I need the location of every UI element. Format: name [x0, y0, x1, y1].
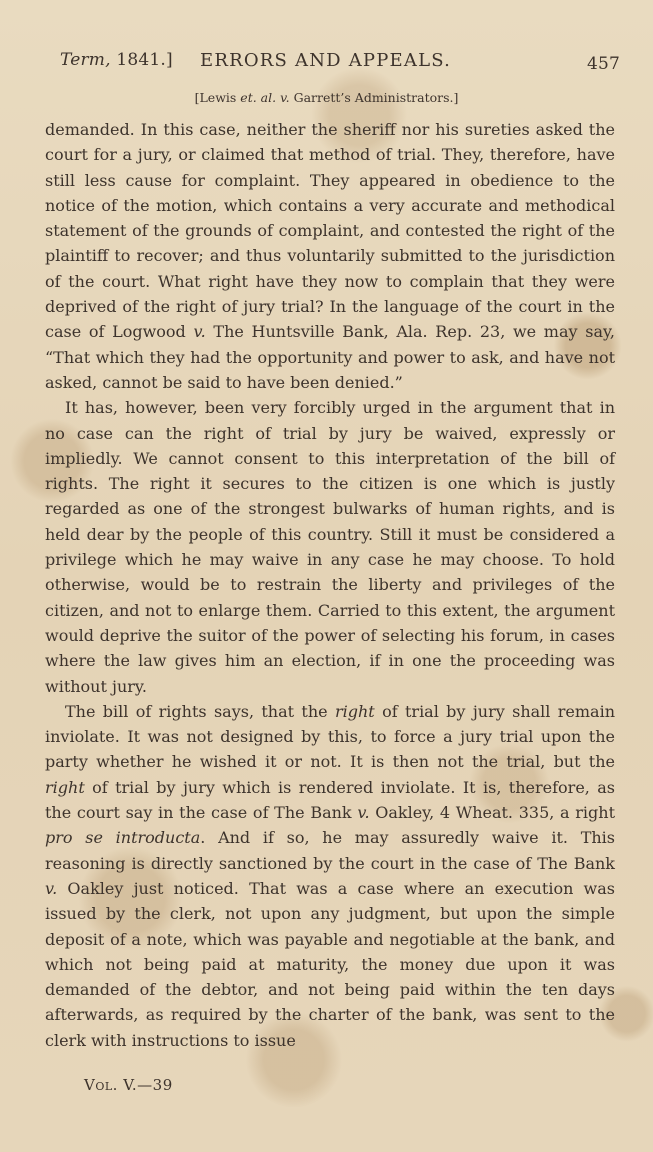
- p3-latin-phrase: pro se introducta: [45, 828, 201, 848]
- term-word: Term,: [60, 50, 111, 70]
- case-caption: [0, 90, 653, 105]
- p3-text-f: Oakley just noticed. That was a case where an execution was issued by the clerk, not upon any judgment, but upon the simple deposit of a note, which was payable and negotiable at the bank, and which not being paid at maturity, the money due upon it was demanded of the debtor, and not being paid within the ten days afterwards, as required by the charter of the bank, was sent to the clerk with instructions to issue: [45, 878, 615, 1050]
- p1-versus: v.: [193, 322, 206, 342]
- term-year: 1841.]: [116, 50, 173, 70]
- section-title: ERRORS AND APPEALS.: [200, 50, 452, 71]
- page-number: 457: [586, 54, 620, 74]
- p1-text-b: The Huntsville Bank, Ala. Rep. 23, we may say, “That which they had the opportunity and power to ask, and have not asked, cannot be said to have been denied.”: [45, 322, 615, 392]
- signature-mark: Vol. V.—39: [84, 1076, 173, 1094]
- caption-close: Garrett’s Administrators.]: [293, 90, 459, 105]
- caption-open: [Lewis: [194, 90, 241, 105]
- body-text: [45, 117, 615, 1053]
- p3-right-1: right: [334, 701, 375, 721]
- p3-versus-2: v.: [45, 878, 58, 898]
- p3-versus-1: v.: [357, 803, 370, 823]
- p1-text-a: demanded. In this case, neither the sheriff nor his sureties asked the court for a jury, or claimed that method of trial. They, therefore, have still less cause for complaint. They appeared in obedience to the notice of the motion, which contains a very accurate and methodical statement of the grounds of complaint, and contested the right of the plaintiff to recover; and thus voluntarily submitted to the jurisdiction of the court. What right have they now to complain that they were deprived of the right of jury trial? In the language of the court in the case of Logwood: [45, 120, 615, 342]
- p3-text-c: of trial by jury which is rendered inviolate. It is, therefore, as the court say in the case of The Bank: [45, 777, 615, 823]
- p3-text-d: Oakley, 4 Wheat. 335, a right: [369, 803, 616, 823]
- p3-text-e: . And if so, he may assuredly waive it. This reasoning is directly sanctioned by the court in the case of The Bank: [45, 828, 616, 873]
- paragraph-1: [45, 117, 615, 395]
- paragraph-2: It has, however, been very forcibly urged in the argument that in no case can the right of trial by jury be waived, expressly or impliedly. We cannot consent to this interpretation of the bill of rights. The right it secures to the citizen is one which is justly regarded as one of the strongest bulwarks of human rights, and is held dear by the people of this country. Still it must be considered a privilege which he may waive in any case he may choose. To hold otherwise, would be to restrain the liberty and privileges of the citizen, and not to enlarge them. Carried to this extent, the argument would deprive the suitor of the power of selecting his forum, in cases where the law gives him an election, if in one the proceeding was without jury.: [45, 398, 615, 696]
- term-label: [60, 50, 173, 70]
- caption-etal: et. al.: [240, 90, 277, 105]
- running-header: [60, 50, 620, 76]
- p3-text-b: of trial by jury shall remain inviolate. It was not designed by this, to force a jury trial upon the party whether he wished it or not. It is then not the trial, but the: [45, 701, 616, 772]
- caption-versus: v.: [276, 90, 294, 105]
- p3-text-a: The bill of rights says, that the: [65, 701, 335, 721]
- paragraph-3: [45, 699, 615, 1053]
- p3-right-2: right: [45, 777, 85, 797]
